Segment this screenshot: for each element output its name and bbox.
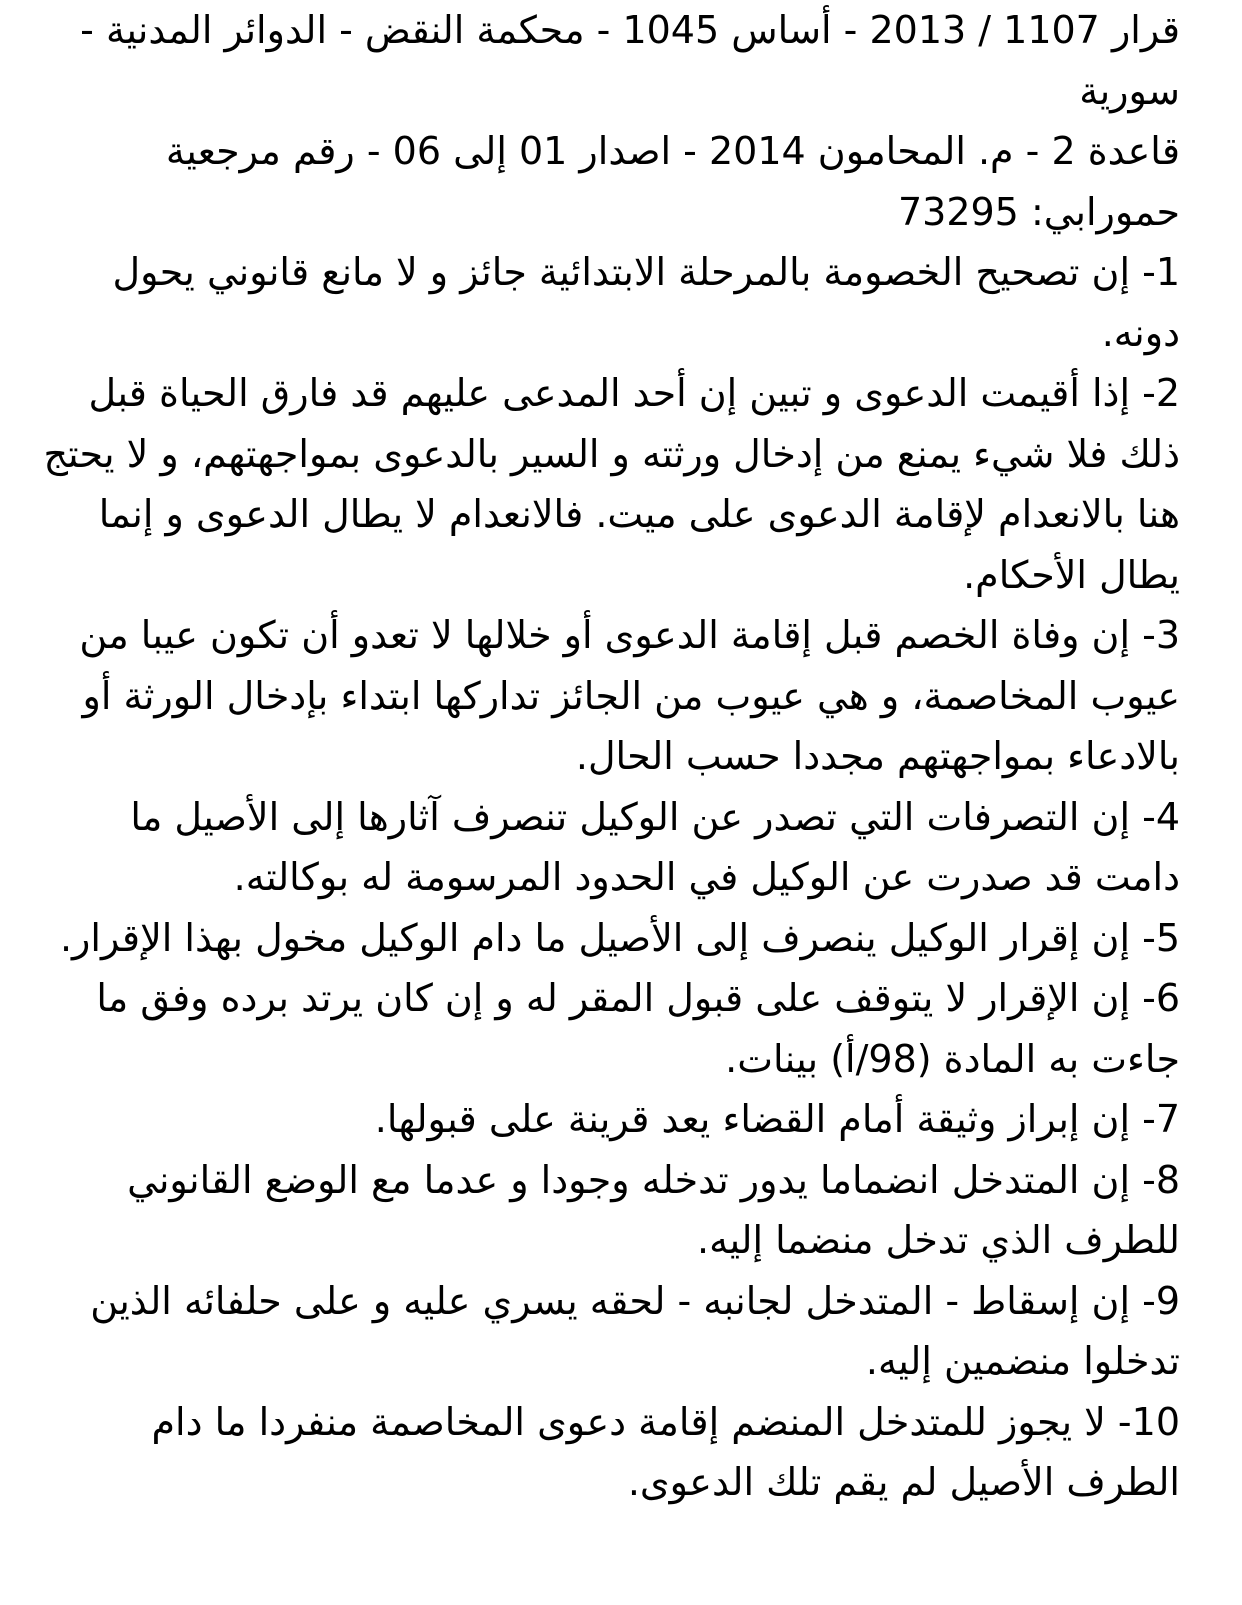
ruling-7: 7- إن إبراز وثيقة أمام القضاء يعد قرينة على قبولها. [374, 1097, 1180, 1141]
ruling-4: 4- إن التصرفات التي تصدر عن الوكيل تنصرف آثارها إلى الأصيل ما دامت قد صدرت عن الوكيل في الحدود المرسومة له بوكالته. [130, 794, 1180, 899]
ruling-6: 6- إن الإقرار لا يتوقف على قبول المقر له و إن كان يرتد برده وفق ما جاءت به المادة (98/أ) بينات. [96, 976, 1180, 1081]
ruling-3: 3- إن وفاة الخصم قبل إقامة الدعوى أو خلالها لا تعدو أن تكون عيبا من عيوب المخاصمة، و هي عيوب من الجائز تداركها ابتداء بإدخال الورثة أو بالادعاء بمواجهتهم مجددا حسب الحال. [79, 613, 1180, 778]
source-reference: قاعدة 2 - م. المحامون 2014 - اصدار 01 إلى 06 - رقم مرجعية حمورابي: 73295 [165, 129, 1180, 234]
ruling-5: 5- إن إقرار الوكيل ينصرف إلى الأصيل ما دام الوكيل مخول بهذا الإقرار. [59, 915, 1180, 960]
ruling-10: 10- لا يجوز للمتدخل المنضم إقامة دعوى المخاصمة منفردا ما دام الطرف الأصيل لم يقم تلك الدعوى. [151, 1399, 1180, 1504]
ruling-9: 9- إن إسقاط - المتدخل لجانبه - لحقه يسري عليه و على حلفائه الذين تدخلوا منضمين إليه. [90, 1278, 1180, 1383]
ruling-1: 1- إن تصحيح الخصومة بالمرحلة الابتدائية جائز و لا مانع قانوني يحول دونه. [112, 250, 1180, 355]
ruling-2: 2- إذا أقيمت الدعوى و تبين إن أحد المدعى عليهم قد فارق الحياة قبل ذلك فلا شيء يمنع من إدخال ورثته و السير بالدعوى بمواجهتهم، و لا يحتج هنا بالانعدام لإقامة الدعوى على ميت. فالانعدام لا يطال الدعوى و إنما يطال الأحكام. [43, 371, 1180, 597]
decision-title: قرار 1107 / 2013 - أساس 1045 - محكمة النقض - الدوائر المدنية - سورية [80, 8, 1180, 113]
ruling-8: 8- إن المتدخل انضماما يدور تدخله وجودا و عدما مع الوضع القانوني للطرف الذي تدخل منضما إليه. [127, 1157, 1180, 1262]
